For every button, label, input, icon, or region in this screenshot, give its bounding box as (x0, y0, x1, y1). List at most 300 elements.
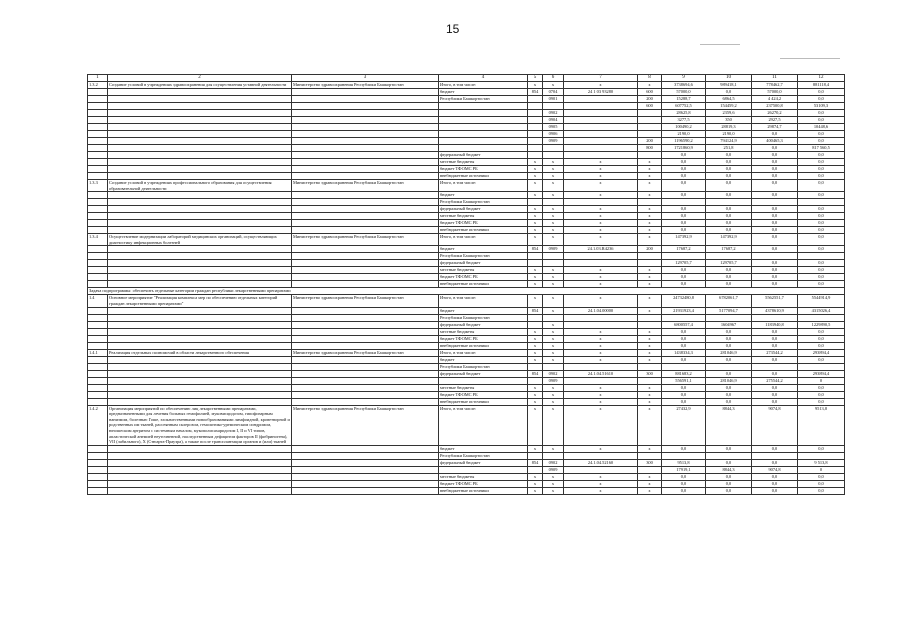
funding-source-cell: федеральный бюджет (439, 370, 528, 377)
item-number-cell (88, 335, 108, 342)
funding-source-cell: Итого, в том числе: (439, 405, 528, 445)
total-value-cell: 0,0 (662, 274, 706, 281)
year1-value-cell (706, 314, 752, 321)
item-number-cell (88, 445, 108, 452)
item-number-cell (88, 452, 108, 459)
executor-cell (292, 145, 439, 152)
total-value-cell: 0,0 (662, 487, 706, 494)
event-name-cell (108, 192, 292, 199)
target-article-cell: x (564, 206, 638, 213)
target-article-cell (564, 199, 638, 206)
target-article-cell: 24.1.04.51610 (564, 370, 638, 377)
target-article-cell: x (564, 473, 638, 480)
target-article-cell: 24.1.03.R4236 (564, 246, 638, 253)
funding-source-cell: бюджет (439, 89, 528, 96)
year3-value-cell: 0,0 (798, 192, 845, 199)
table-row (88, 384, 845, 391)
executor-cell (292, 480, 439, 487)
year3-value-cell: 9513,8 (798, 405, 845, 445)
total-value-cell (662, 363, 706, 370)
target-article-cell (564, 314, 638, 321)
year2-value-cell: 0,0 (752, 173, 798, 180)
table-row (88, 199, 845, 206)
item-number-cell (88, 459, 108, 466)
expense-type-cell: 200 (638, 246, 662, 253)
year2-value-cell: 0,0 (752, 342, 798, 349)
section-code-cell: x (543, 234, 564, 246)
year3-value-cell: 0,0 (798, 473, 845, 480)
grbs-code-cell: x (528, 192, 543, 199)
executor-cell (292, 335, 439, 342)
budget-table (87, 74, 845, 495)
year2-value-cell: 0,0 (752, 328, 798, 335)
column-number: 2 (108, 75, 292, 82)
section-code-cell: x (543, 274, 564, 281)
section-code-cell: x (543, 206, 564, 213)
grbs-code-cell: 854 (528, 89, 543, 96)
table-row (88, 103, 845, 110)
item-number-cell (88, 342, 108, 349)
column-number: 9 (662, 75, 706, 82)
year1-value-cell: 28819,3 (706, 124, 752, 131)
executor-cell (292, 131, 439, 138)
total-value-cell: 129705,7 (662, 260, 706, 267)
expense-type-cell: x (638, 356, 662, 363)
target-article-cell: x (564, 328, 638, 335)
expense-type-cell: x (638, 445, 662, 452)
target-article-cell (564, 452, 638, 459)
executor-cell: Министерство здравоохранения Республики Башкортостан (292, 405, 439, 445)
section-code-cell: x (543, 307, 564, 314)
section-code-cell: x (543, 384, 564, 391)
executor-cell (292, 452, 439, 459)
table-row (88, 398, 845, 405)
table-row (88, 328, 845, 335)
item-number-cell (88, 356, 108, 363)
table-row (88, 487, 845, 494)
executor-cell (292, 459, 439, 466)
funding-source-cell: бюджет ТФОМС РБ (439, 335, 528, 342)
target-article-cell (564, 124, 638, 131)
grbs-code-cell: 854 (528, 370, 543, 377)
section-code-cell: x (543, 473, 564, 480)
table-row (88, 260, 845, 267)
year2-value-cell: 26270,2 (752, 110, 798, 117)
section-code-cell (543, 103, 564, 110)
total-value-cell: 9513,8 (662, 459, 706, 466)
total-value-cell: 0,0 (662, 227, 706, 234)
item-number-cell (88, 152, 108, 159)
table-row (88, 473, 845, 480)
item-number-cell (88, 131, 108, 138)
executor-cell (292, 124, 439, 131)
target-article-cell: x (564, 405, 638, 445)
grbs-code-cell: x (528, 405, 543, 445)
year1-value-cell: 17687,2 (706, 246, 752, 253)
target-article-cell (564, 131, 638, 138)
year1-value-cell: 0,0 (706, 180, 752, 192)
year2-value-cell: 0,0 (752, 384, 798, 391)
grbs-code-cell: x (528, 328, 543, 335)
funding-source-cell: Республики Башкортостан (439, 199, 528, 206)
target-article-cell: x (564, 166, 638, 173)
table-row (88, 445, 845, 452)
target-article-cell: x (564, 159, 638, 166)
table-row (88, 234, 845, 246)
item-number-cell (88, 220, 108, 227)
expense-type-cell: x (638, 480, 662, 487)
grbs-code-cell (528, 321, 543, 328)
expense-type-cell: x (638, 159, 662, 166)
section-code-cell: x (543, 267, 564, 274)
executor-cell (292, 281, 439, 288)
year2-value-cell: 0,0 (752, 206, 798, 213)
funding-source-cell: внебюджетные источники (439, 281, 528, 288)
grbs-code-cell: 854 (528, 246, 543, 253)
event-name-cell (108, 166, 292, 173)
column-number: 6 (543, 75, 564, 82)
year1-value-cell: 0,0 (706, 342, 752, 349)
target-article-cell: 24.1.04.00000 (564, 307, 638, 314)
section-code-cell (543, 253, 564, 260)
section-code-cell: x (543, 405, 564, 445)
section-code-cell: x (543, 159, 564, 166)
expense-type-cell: x (638, 220, 662, 227)
column-number: 4 (439, 75, 528, 82)
funding-source-cell: бюджет (439, 445, 528, 452)
year3-value-cell (798, 363, 845, 370)
target-article-cell: x (564, 349, 638, 356)
expense-type-cell: x (638, 281, 662, 288)
expense-type-cell (638, 124, 662, 131)
year1-value-cell: 8844,3 (706, 466, 752, 473)
target-article-cell: x (564, 274, 638, 281)
total-value-cell: 3738694,6 (662, 82, 706, 89)
item-number-cell (88, 377, 108, 384)
target-article-cell: x (564, 445, 638, 452)
section-code-cell: x (543, 166, 564, 173)
total-value-cell: 0,0 (662, 267, 706, 274)
year2-value-cell: 4 424,2 (752, 96, 798, 103)
target-article-cell (564, 321, 638, 328)
item-number-cell (88, 307, 108, 314)
item-number-cell (88, 267, 108, 274)
column-number: 11 (752, 75, 798, 82)
year1-value-cell: 0,0 (706, 89, 752, 96)
section-code-cell: x (543, 227, 564, 234)
year2-value-cell: 0,0 (752, 459, 798, 466)
target-article-cell (564, 138, 638, 145)
target-article-cell: x (564, 180, 638, 192)
item-number-cell: 1.4 (88, 295, 108, 307)
table-row (88, 466, 845, 473)
target-article-cell: x (564, 220, 638, 227)
year3-value-cell: 0,0 (798, 166, 845, 173)
table-row (88, 89, 845, 96)
total-value-cell: 15288,7 (662, 96, 706, 103)
item-number-cell (88, 173, 108, 180)
year1-value-cell: 5177094,7 (706, 307, 752, 314)
grbs-code-cell: x (528, 82, 543, 89)
table-row (88, 335, 845, 342)
table-row (88, 480, 845, 487)
event-name-cell (108, 356, 292, 363)
year3-value-cell: 0 (798, 377, 845, 384)
year1-value-cell: 794124,9 (706, 138, 752, 145)
year3-value-cell: 0 (798, 466, 845, 473)
table-row (88, 356, 845, 363)
event-name-cell (108, 466, 292, 473)
year1-value-cell: 0,0 (706, 473, 752, 480)
table-row (88, 307, 845, 314)
item-number-cell (88, 253, 108, 260)
item-number-cell (88, 260, 108, 267)
item-number-cell (88, 89, 108, 96)
funding-source-cell: внебюджетные источники (439, 487, 528, 494)
event-name-cell: Организация мероприятий по обеспечению лиц лекарственными препаратами, предназначенными для лечения больных гемофилией, муковисцидозом, гипофизарным нанизмом, болезнью Гоше, злокачественными новообразованиями лимфоидной, кроветворной и родственных им тканей, рассеянным склерозом, гемолитико-уремическим синдромом, юношеским артритом с системным началом, мукополисахаридозом I, II и VI типов, апластической анемией неуточненной, наследственным дефицитом факторов II (фибриногена), VII (лабильного), X (Стюарта-Прауэра), а также после трансплантации органов и (или) тканей (109, 405, 290, 445)
section-code-cell: x (543, 328, 564, 335)
grbs-code-cell: x (528, 349, 543, 356)
year2-value-cell: 0,0 (752, 227, 798, 234)
target-article-cell (564, 110, 638, 117)
executor-cell (292, 260, 439, 267)
year2-value-cell: 237500,8 (752, 103, 798, 110)
funding-source-cell: бюджет ТФОМС РБ (439, 274, 528, 281)
target-article-cell (564, 96, 638, 103)
year2-value-cell: 0,0 (752, 335, 798, 342)
target-article-cell (564, 152, 638, 159)
table-row (88, 192, 845, 199)
total-value-cell: 1438334,3 (662, 349, 706, 356)
total-value-cell: 21931923,4 (662, 307, 706, 314)
event-name-cell (108, 314, 292, 321)
section-code-cell: x (543, 398, 564, 405)
table-row (88, 405, 845, 445)
expense-type-cell (638, 152, 662, 159)
table-row (88, 342, 845, 349)
expense-type-cell: x (638, 192, 662, 199)
item-number-cell: 1.4.1 (88, 349, 108, 356)
year2-value-cell: 0,0 (752, 398, 798, 405)
event-name-cell (108, 445, 292, 452)
year2-value-cell (752, 314, 798, 321)
target-article-cell (564, 377, 638, 384)
funding-source-cell: Республики Башкортостан (439, 363, 528, 370)
expense-type-cell: x (638, 267, 662, 274)
grbs-code-cell (528, 117, 543, 124)
funding-source-cell (439, 145, 528, 152)
year2-value-cell: 0,0 (752, 370, 798, 377)
item-number-cell: 1.3.2 (88, 82, 108, 89)
grbs-code-cell: x (528, 227, 543, 234)
item-number-cell (88, 246, 108, 253)
year2-value-cell: 0,0 (752, 152, 798, 159)
section-code-cell (543, 260, 564, 267)
grbs-code-cell (528, 131, 543, 138)
expense-type-cell: x (638, 166, 662, 173)
executor-cell (292, 384, 439, 391)
total-value-cell: 0,0 (662, 173, 706, 180)
year1-value-cell: 0,0 (706, 445, 752, 452)
year3-value-cell (798, 199, 845, 206)
year1-value-cell (706, 452, 752, 459)
column-number: 8 (638, 75, 662, 82)
year3-value-cell: 0,0 (798, 180, 845, 192)
year2-value-cell: 400465,3 (752, 138, 798, 145)
section-code-cell: x (543, 213, 564, 220)
year3-value-cell: 0,0 (798, 274, 845, 281)
expense-type-cell: x (638, 398, 662, 405)
section-code-cell: x (543, 391, 564, 398)
expense-type-cell (638, 117, 662, 124)
year2-value-cell: 0,0 (752, 473, 798, 480)
funding-source-cell (439, 138, 528, 145)
item-number-cell (88, 145, 108, 152)
section-code-cell: x (543, 445, 564, 452)
total-value-cell: 0,0 (662, 445, 706, 452)
grbs-code-cell (528, 96, 543, 103)
grbs-code-cell: x (528, 274, 543, 281)
table-row (88, 281, 845, 288)
item-number-cell (88, 473, 108, 480)
item-number-cell (88, 328, 108, 335)
executor-cell (292, 445, 439, 452)
year3-value-cell: 1229890,5 (798, 321, 845, 328)
table-row (88, 459, 845, 466)
table-row (88, 377, 845, 384)
year2-value-cell: 0,0 (752, 234, 798, 246)
year1-value-cell: 0,0 (706, 159, 752, 166)
executor-cell (292, 213, 439, 220)
expense-type-cell: x (638, 487, 662, 494)
column-number: 3 (292, 75, 439, 82)
year3-value-cell: 0,0 (798, 117, 845, 124)
year1-value-cell: 0,0 (706, 391, 752, 398)
target-article-cell: x (564, 295, 638, 307)
year2-value-cell: 0,0 (752, 145, 798, 152)
target-article-cell (564, 117, 638, 124)
item-number-cell (88, 96, 108, 103)
grbs-code-cell: 854 (528, 459, 543, 466)
event-name-cell (108, 96, 292, 103)
year1-value-cell: 1604967 (706, 321, 752, 328)
event-name-cell (108, 145, 292, 152)
total-value-cell: 0,0 (662, 213, 706, 220)
funding-source-cell: внебюджетные источники (439, 398, 528, 405)
funding-source-cell (439, 103, 528, 110)
total-value-cell: 100490,2 (662, 124, 706, 131)
executor-cell (292, 159, 439, 166)
event-name-cell (108, 487, 292, 494)
table-row (88, 220, 845, 227)
section-code-cell: 0909 (543, 466, 564, 473)
total-value-cell: 147392,9 (662, 234, 706, 246)
executor-cell (292, 192, 439, 199)
expense-type-cell: x (638, 349, 662, 356)
total-value-cell: 28625,8 (662, 110, 706, 117)
executor-cell (292, 321, 439, 328)
funding-source-cell (439, 117, 528, 124)
event-name-cell (108, 89, 292, 96)
total-value-cell: 0,0 (662, 180, 706, 192)
expense-type-cell: x (638, 206, 662, 213)
funding-source-cell: местные бюджеты (439, 213, 528, 220)
event-name-cell (108, 335, 292, 342)
year2-value-cell (752, 253, 798, 260)
executor-cell (292, 363, 439, 370)
target-article-cell: x (564, 227, 638, 234)
executor-cell (292, 377, 439, 384)
event-name-cell (108, 391, 292, 398)
year3-value-cell: 0,0 (798, 220, 845, 227)
target-article-cell (564, 103, 638, 110)
total-value-cell: 0,0 (662, 480, 706, 487)
column-number: 1 (88, 75, 108, 82)
year2-value-cell: 9074,8 (752, 466, 798, 473)
table-row (88, 173, 845, 180)
table-row (88, 152, 845, 159)
total-value-cell: 0,0 (662, 391, 706, 398)
table-row (88, 96, 845, 103)
year2-value-cell: 0,0 (752, 445, 798, 452)
target-article-cell: x (564, 281, 638, 288)
year3-value-cell (798, 452, 845, 459)
year3-value-cell: 0,0 (798, 480, 845, 487)
grbs-code-cell: x (528, 342, 543, 349)
executor-cell (292, 356, 439, 363)
grbs-code-cell (528, 103, 543, 110)
section-code-cell: 0904 (543, 117, 564, 124)
target-article-cell: x (564, 342, 638, 349)
year2-value-cell: 5562551,7 (752, 295, 798, 307)
expense-type-cell (638, 260, 662, 267)
table-row (88, 370, 845, 377)
executor-cell (292, 274, 439, 281)
funding-source-cell: внебюджетные источники (439, 227, 528, 234)
total-value-cell: 57000,0 (662, 89, 706, 96)
event-name-cell: Создание условий в учреждениях профессионального образования для осуществления образовательной деятельности (108, 180, 292, 192)
year3-value-cell: 0,0 (798, 131, 845, 138)
table-row (88, 166, 845, 173)
year1-value-cell: 0,0 (706, 384, 752, 391)
expense-type-cell: 200 (638, 138, 662, 145)
item-number-cell (88, 281, 108, 288)
target-article-cell: 24.1.04.52160 (564, 459, 638, 466)
target-article-cell: 24 1 03 93280 (564, 89, 638, 96)
event-name-cell (108, 459, 292, 466)
year3-value-cell: 293894,4 (798, 370, 845, 377)
expense-type-cell: x (638, 173, 662, 180)
executor-cell (292, 227, 439, 234)
year1-value-cell: 154459,2 (706, 103, 752, 110)
item-number-cell (88, 199, 108, 206)
section-code-cell: x (543, 321, 564, 328)
grbs-code-cell: x (528, 384, 543, 391)
table-row (88, 363, 845, 370)
year3-value-cell: 881118,4 (798, 82, 845, 89)
section-code-cell (543, 145, 564, 152)
year2-value-cell: 4378610,9 (752, 307, 798, 314)
total-value-cell: 0,0 (662, 328, 706, 335)
total-value-cell: 0,0 (662, 192, 706, 199)
target-article-cell: x (564, 267, 638, 274)
total-value-cell: 0,0 (662, 152, 706, 159)
executor-cell (292, 314, 439, 321)
table-row (88, 267, 845, 274)
item-number-cell (88, 480, 108, 487)
item-number-cell (88, 166, 108, 173)
year2-value-cell: 29874,7 (752, 124, 798, 131)
